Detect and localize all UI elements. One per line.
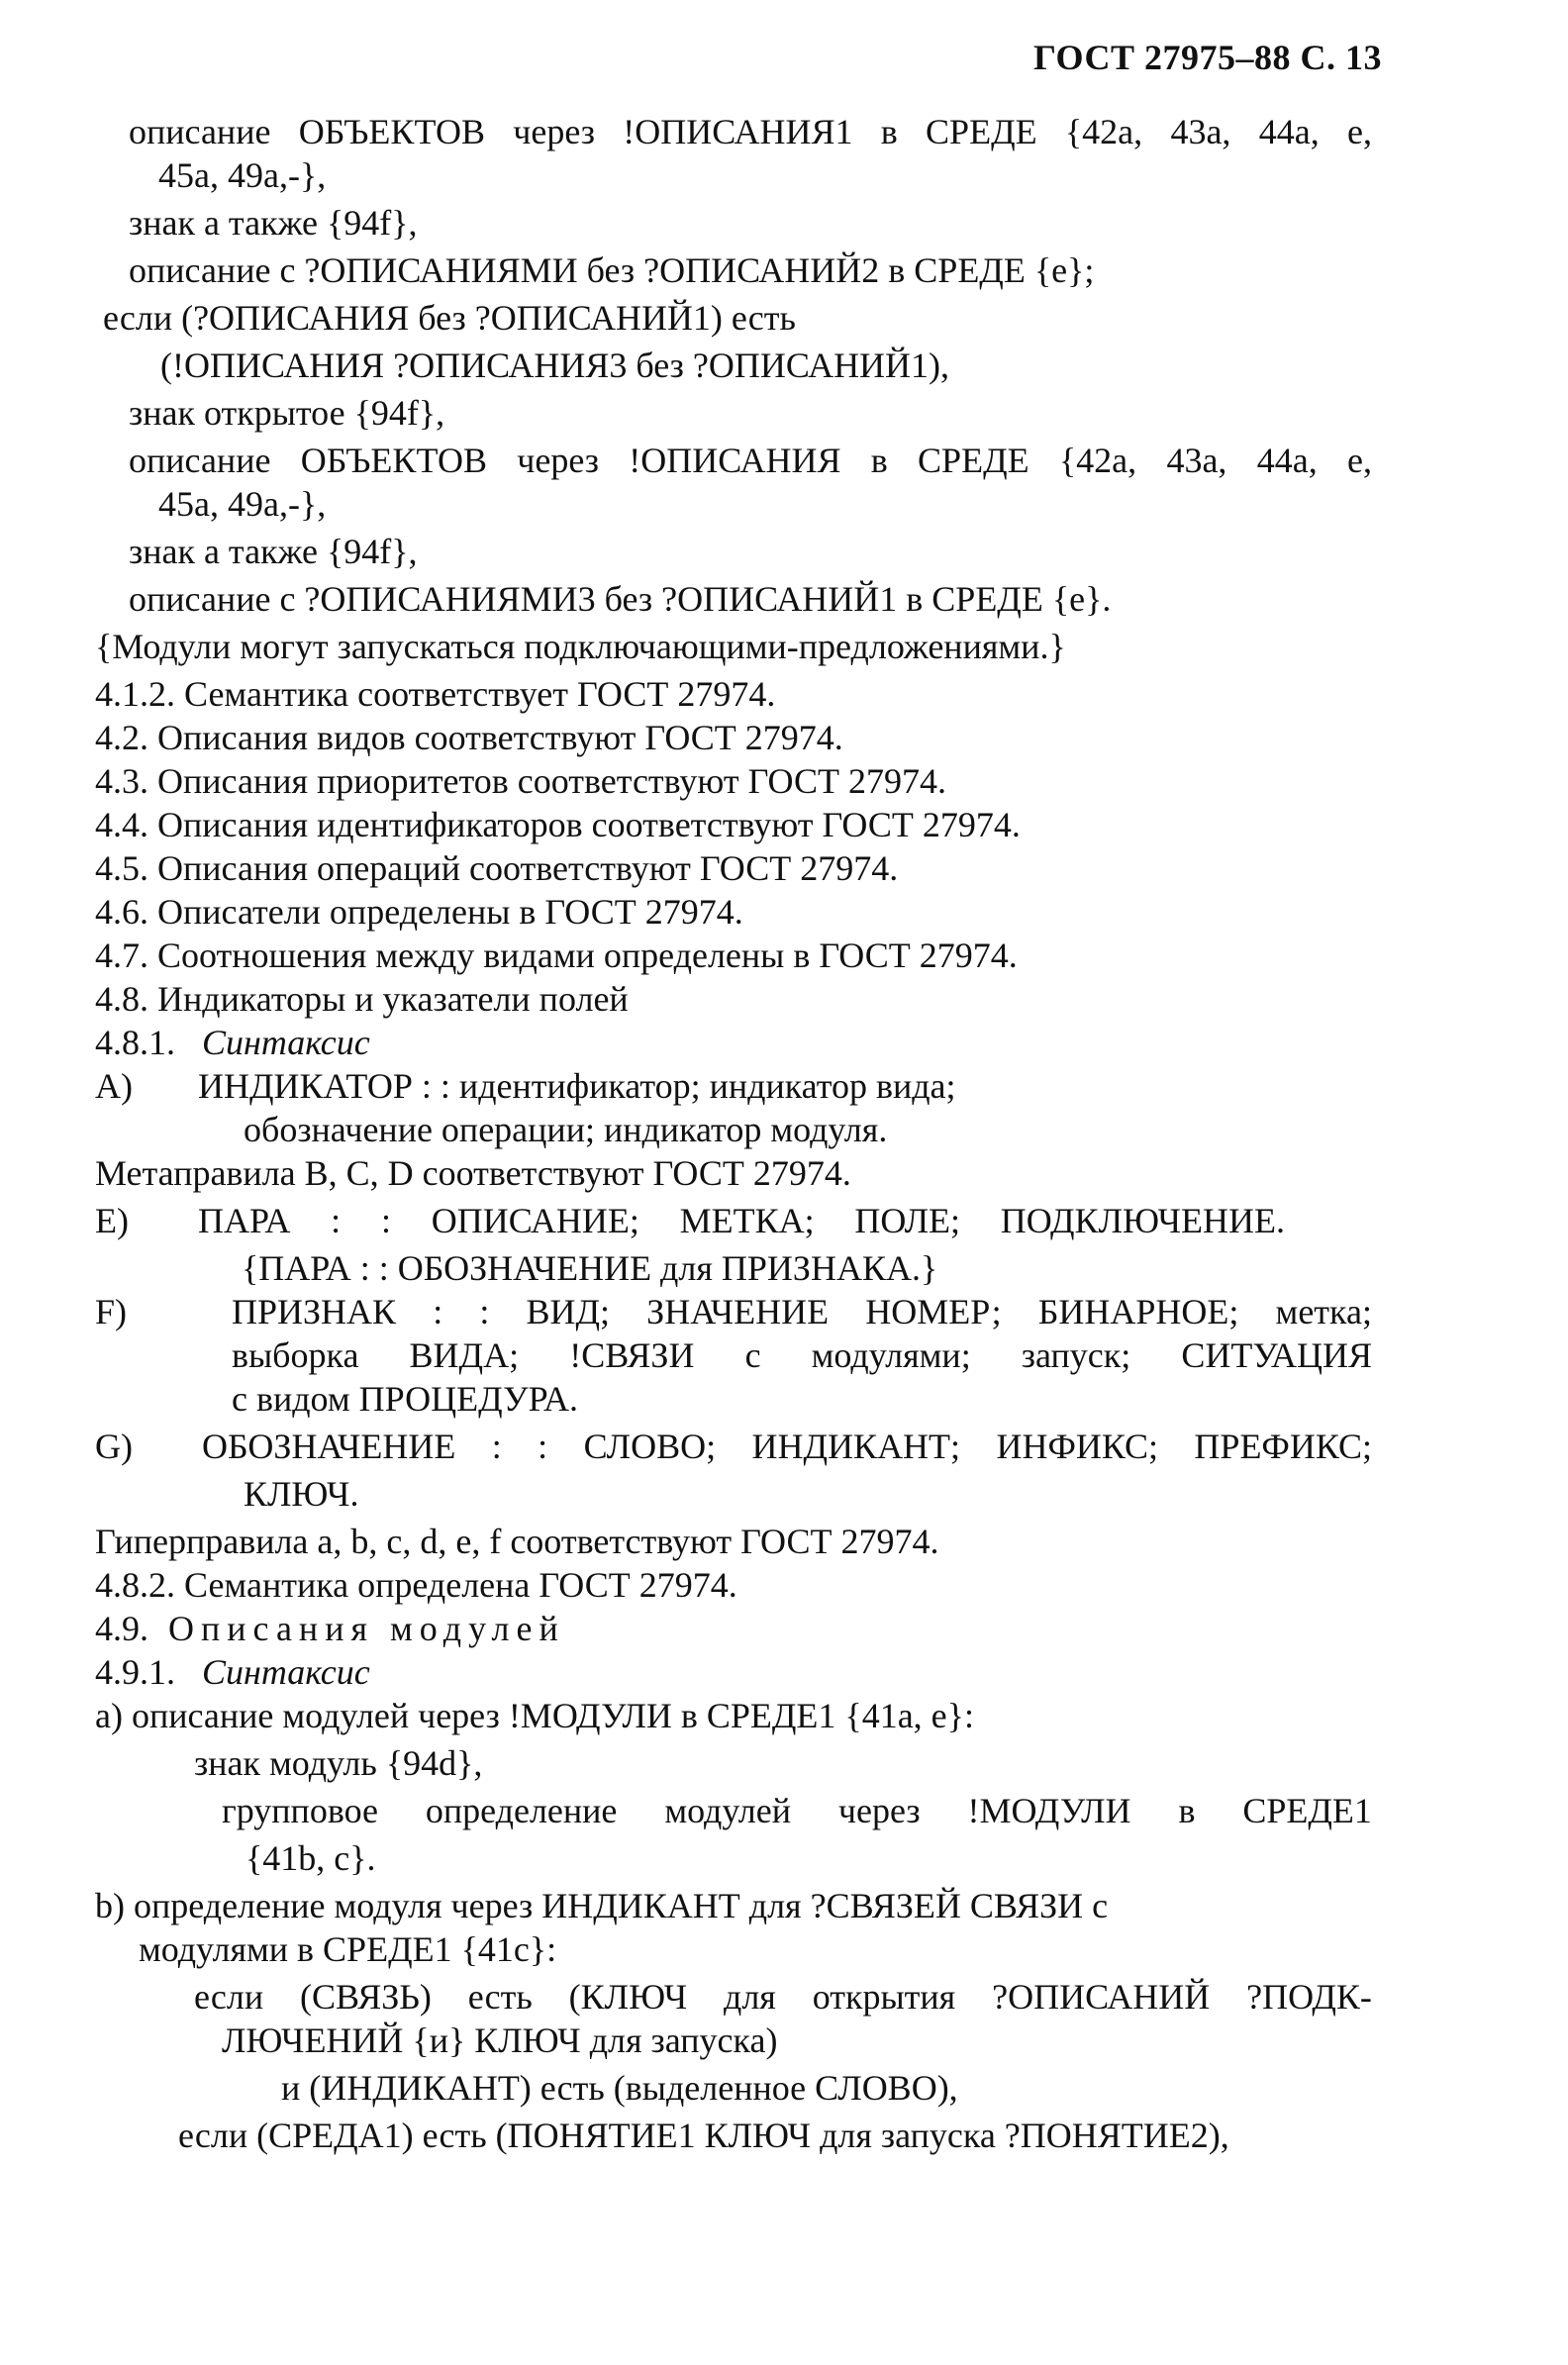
clause-line: 4.2. Описания видов соответствуют ГОСТ 27974. (95, 718, 843, 757)
rule-letter: G) (95, 1427, 133, 1466)
clause-line: 4.4. Описания идентификаторов соответствуют ГОСТ 27974. (95, 805, 1021, 844)
text-line: описание с ?ОПИСАНИЯМИ3 без ?ОПИСАНИЙ1 в СРЕДЕ {е}. (129, 579, 1112, 619)
text-line: описание ОБЪЕКТОВ через !ОПИСАНИЯ1 в СРЕДЕ {42а, 43а, 44а, е, (129, 112, 1372, 151)
rule-text: ОБОЗНАЧЕНИЕ : : СЛОВО; ИНДИКАНТ; ИНФИКС; ПРЕФИКС; (202, 1427, 1372, 1466)
text-line: 45а, 49а,-}, (158, 484, 327, 524)
text-line: Гиперправила a, b, c, d, e, f соответствуют ГОСТ 27974. (95, 1522, 939, 1561)
rule-text: выборка ВИДА; !СВЯЗИ с модулями; запуск; СИТУАЦИЯ (232, 1335, 1372, 1375)
rule-text: КЛЮЧ. (244, 1474, 359, 1514)
subsection-number: 4.8.1. (95, 1023, 175, 1062)
rule-text: групповое определение модулей через !МОДУЛИ в СРЕДЕ1 (222, 1791, 1372, 1830)
rule-text: ИНДИКАТОР : : идентификатор; индикатор вида; (198, 1066, 956, 1106)
text-line: описание ОБЪЕКТОВ через !ОПИСАНИЯ в СРЕДЕ {42а, 43а, 44а, е, (129, 441, 1372, 480)
subsection-number: 4.9.1. (95, 1652, 175, 1692)
text-line: знак открытое {94f}, (129, 393, 445, 433)
text-line: описание с ?ОПИСАНИЯМИ без ?ОПИСАНИЙ2 в СРЕДЕ {е}; (129, 250, 1095, 290)
rule-text: {41b, c}. (245, 1838, 376, 1878)
rule-text: модулями в СРЕДЕ1 {41с}: (139, 1929, 557, 1969)
section-heading: 4.8. Индикаторы и указатели полей (95, 979, 629, 1019)
section-number: 4.9. (95, 1609, 148, 1648)
text-line: 45а, 49а,-}, (158, 155, 327, 195)
rule-letter: E) (95, 1201, 129, 1240)
subsection-title: Синтаксис (202, 1023, 370, 1062)
text-line: (!ОПИСАНИЯ ?ОПИСАНИЯ3 без ?ОПИСАНИЙ1), (160, 345, 950, 385)
rule-text: b) определение модуля через ИНДИКАНТ для ?СВЯЗЕЙ СВЯЗИ с (95, 1886, 1109, 1925)
comment-line: {Модули могут запускаться подключающими-предложениями.} (95, 627, 1066, 666)
text-line: Метаправила B, C, D соответствуют ГОСТ 27974. (95, 1153, 851, 1193)
text-line: если (?ОПИСАНИЯ без ?ОПИСАНИЙ1) есть (103, 298, 796, 338)
rule-text: если (СРЕДА1) есть (ПОНЯТИЕ1 КЛЮЧ для запуска ?ПОНЯТИЕ2), (178, 2116, 1229, 2155)
rule-comment: {ПАРА : : ОБОЗНАЧЕНИЕ для ПРИЗНАКА.} (242, 1248, 938, 1288)
clause-line: 4.5. Описания операций соответствуют ГОСТ 27974. (95, 848, 899, 888)
rule-text: а) описание модулей через !МОДУЛИ в СРЕДЕ1 {41а, е}: (95, 1696, 974, 1735)
subsection-title: Синтаксис (202, 1652, 370, 1692)
rule-text: если (СВЯЗЬ) есть (КЛЮЧ для открытия ?ОПИСАНИЙ ?ПОДК- (194, 1977, 1372, 2017)
clause-line: 4.8.2. Семантика определена ГОСТ 27974. (95, 1565, 737, 1605)
rule-text: ПАРА : : ОПИСАНИЕ; МЕТКА; ПОЛЕ; ПОДКЛЮЧЕНИЕ. (198, 1201, 1285, 1240)
clause-line: 4.1.2. Семантика соответствует ГОСТ 27974. (95, 674, 776, 714)
rule-letter: A) (95, 1066, 133, 1106)
page-header: ГОСТ 27975–88 С. 13 (1033, 38, 1382, 77)
rule-text: и (ИНДИКАНТ) есть (выделенное СЛОВО), (281, 2068, 958, 2108)
rule-text: знак модуль {94d}, (194, 1743, 483, 1783)
rule-text: с видом ПРОЦЕДУРА. (232, 1379, 578, 1419)
rule-text: ПРИЗНАК : : ВИД; ЗНАЧЕНИЕ НОМЕР; БИНАРНОЕ; метка; (232, 1292, 1372, 1331)
clause-line: 4.3. Описания приоритетов соответствуют ГОСТ 27974. (95, 761, 946, 801)
section-heading: Описания модулей (168, 1609, 565, 1648)
clause-line: 4.6. Описатели определены в ГОСТ 27974. (95, 892, 743, 932)
rule-text: обозначение операции; индикатор модуля. (244, 1110, 888, 1149)
clause-line: 4.7. Соотношения между видами определены в ГОСТ 27974. (95, 936, 1018, 975)
rule-letter: F) (95, 1292, 128, 1331)
rule-text: ЛЮЧЕНИЙ {и} КЛЮЧ для запуска) (222, 2020, 778, 2060)
text-line: знак а также {94f}, (129, 203, 418, 243)
text-line: знак а также {94f}, (129, 532, 418, 571)
